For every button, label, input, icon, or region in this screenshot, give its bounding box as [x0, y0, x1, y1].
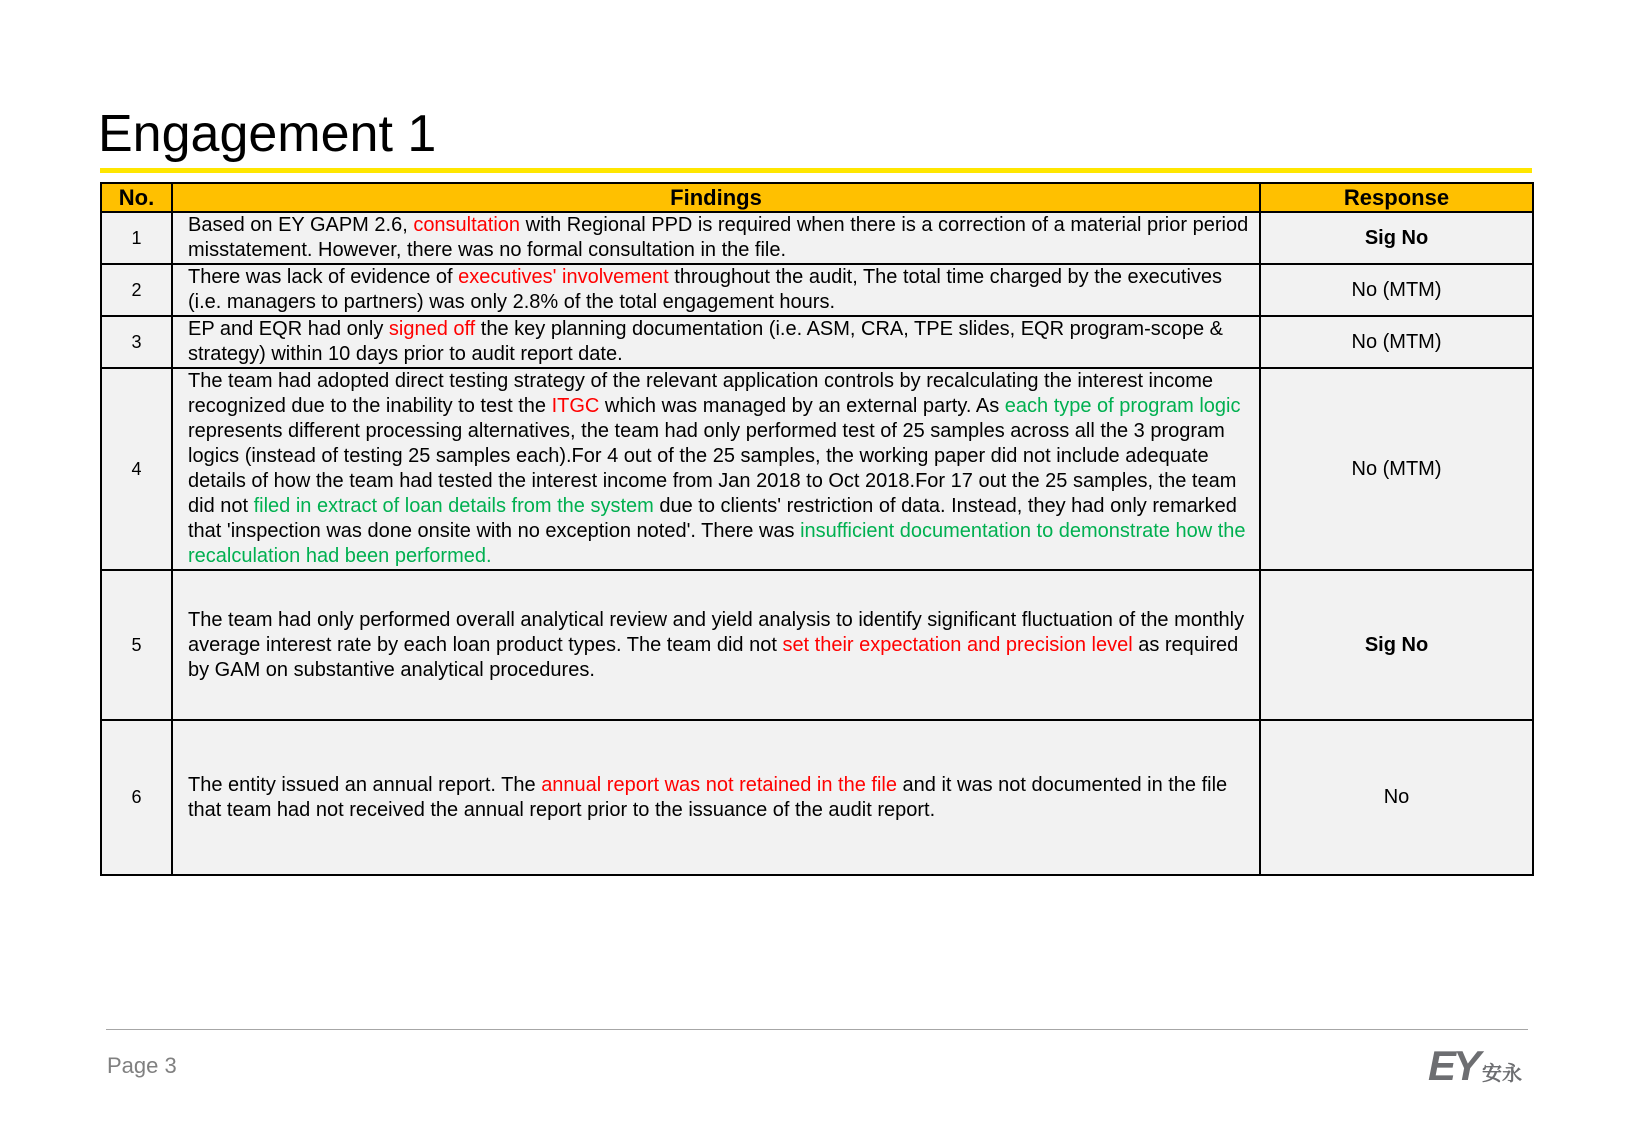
ey-logo	[1428, 1042, 1523, 1089]
finding-text	[172, 264, 1260, 316]
response-value: Sig No	[1260, 212, 1533, 264]
table-row	[101, 212, 1533, 264]
logo-text: EY	[1428, 1042, 1479, 1089]
table-row	[101, 570, 1533, 720]
finding-segment: represents different processing alternatives, the team had only performed test of 25 samples across all the 3 program logics (instead of testing 25 samples each).For 4 out of the 25 samples, the working paper did not include adequate details of how the team had tested the interest income from Jan 2018 to Oct 2018.For 17 out the 25 samples, the team did not	[188, 420, 1237, 517]
row-number: 4	[101, 368, 172, 570]
response-value: No (MTM)	[1260, 316, 1533, 368]
page-number: Page 3	[107, 1053, 177, 1078]
finding-highlight-red: consultation	[413, 214, 521, 236]
finding-segment: throughout the audit, The total time charged by the executives (i.e. managers to partners) was only 2.8% of the total engagement hours.	[188, 266, 1223, 313]
finding-segment: as required by GAM on substantive analytical procedures.	[188, 633, 1239, 681]
finding-segment: Based on EY GAPM 2.6,	[188, 214, 414, 236]
row-number: 3	[101, 316, 172, 368]
finding-segment: the key planning documentation (i.e. ASM, CRA, TPE slides, EQR program-scope & strategy) within 10 days prior to audit report date.	[188, 318, 1224, 365]
finding-highlight-red: ITGC	[551, 395, 600, 417]
finding-text	[172, 368, 1260, 570]
table-row	[101, 720, 1533, 875]
header-response: Response	[1260, 183, 1533, 212]
row-number: 1	[101, 212, 172, 264]
finding-segment: with Regional PPD is required when there is a correction of a material prior period misstatement. However, there was no formal consultation in the file.	[188, 214, 1249, 261]
finding-highlight-red: set their expectation and precision level	[782, 633, 1133, 656]
table-row	[101, 316, 1533, 368]
finding-text	[172, 212, 1260, 264]
footer-divider	[106, 1029, 1528, 1030]
table-row	[101, 368, 1533, 570]
finding-highlight-red: annual report was not retained in the file	[541, 773, 897, 796]
finding-segment: and it was not documented in the file that team had not received the annual report prior to the issuance of the audit report.	[188, 773, 1228, 821]
page-title: Engagement 1	[98, 105, 437, 163]
finding-highlight-red: executives' involvement	[458, 266, 669, 288]
finding-highlight-green: insufficient documentation to demonstrate how the recalculation had been performed.	[188, 520, 1246, 567]
title-underline	[100, 168, 1532, 173]
finding-segment: due to clients' restriction of data. Instead, they had only remarked that 'inspection was done onsite with no exception noted'. There was	[188, 495, 1237, 542]
finding-segment: which was managed by an external party. As	[599, 395, 1005, 417]
table-row	[101, 264, 1533, 316]
row-number: 6	[101, 720, 172, 875]
response-value: Sig No	[1260, 570, 1533, 720]
response-value: No (MTM)	[1260, 368, 1533, 570]
finding-text	[172, 570, 1260, 720]
finding-highlight-green: filed in extract of loan details from the system	[253, 495, 654, 517]
finding-highlight-green: each type of program logic	[1004, 395, 1241, 417]
row-number: 2	[101, 264, 172, 316]
logo-chinese-text: 安永	[1482, 1061, 1523, 1085]
finding-text	[172, 720, 1260, 875]
finding-text	[172, 316, 1260, 368]
response-value: No	[1260, 720, 1533, 875]
finding-segment: The team had only performed overall analytical review and yield analysis to identify significant fluctuation of the monthly average interest rate by each loan product types. The team did not	[188, 608, 1245, 656]
table-header-row	[101, 183, 1533, 212]
header-no: No.	[101, 183, 172, 212]
finding-highlight-red: signed off	[388, 318, 476, 340]
response-value: No (MTM)	[1260, 264, 1533, 316]
finding-segment: There was lack of evidence of	[188, 266, 459, 288]
finding-segment: The entity issued an annual report. The	[188, 773, 542, 796]
header-findings: Findings	[172, 183, 1260, 212]
finding-segment: EP and EQR had only	[188, 318, 389, 340]
row-number: 5	[101, 570, 172, 720]
findings-table	[100, 182, 1534, 876]
finding-segment: The team had adopted direct testing strategy of the relevant application controls by recalculating the interest income recognized due to the inability to test the	[188, 370, 1214, 417]
